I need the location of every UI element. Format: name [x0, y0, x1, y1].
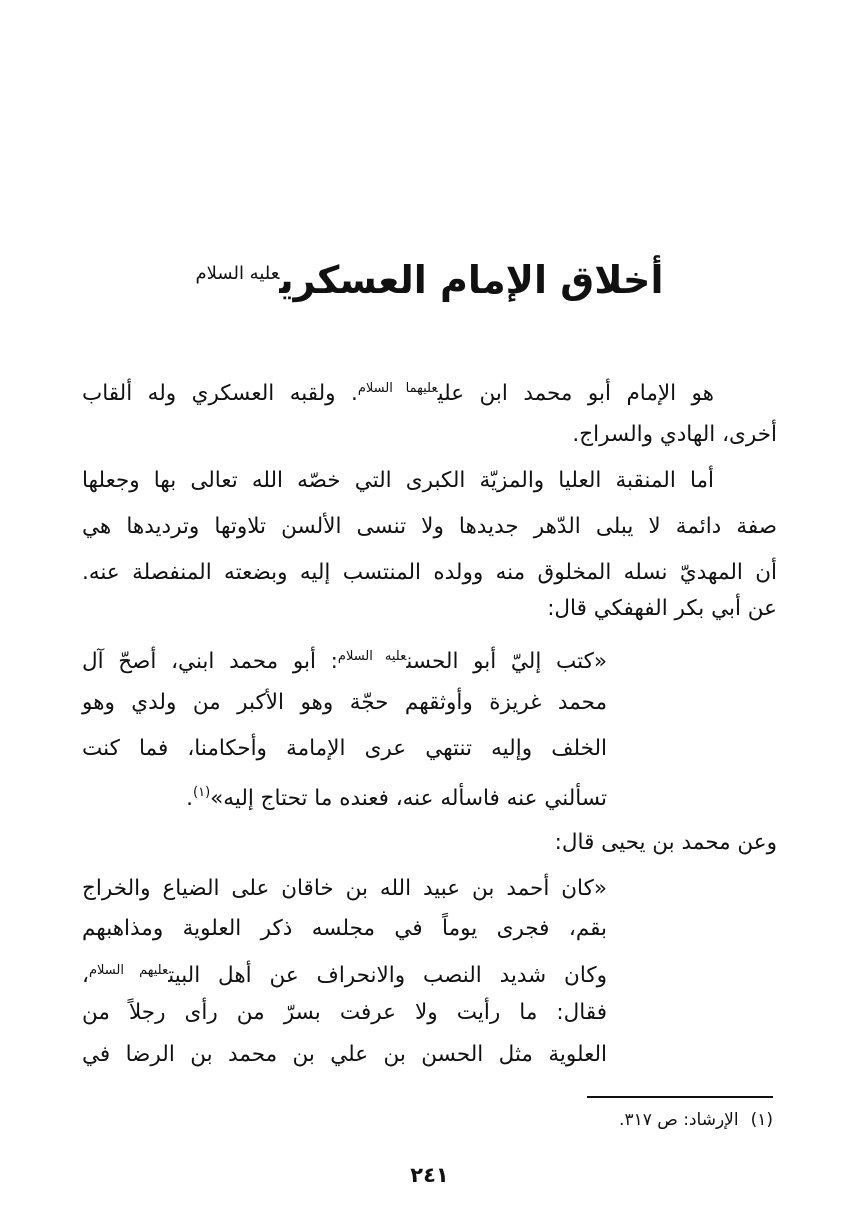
text-segment: «كتب إليّ أبو الحسن [406, 649, 607, 674]
text-segment: وكان شديد النصب والانحراف عن أهل البيت [168, 963, 607, 988]
page-number: ٢٤١ [410, 1163, 449, 1187]
honorific-glyph: عليهما السلام [357, 381, 438, 396]
quote-line: محمد غريزة وأوثقهم حجّة وهو الأكبر من ولدي وهو [82, 690, 607, 715]
text-line: أخرى، الهادي والسراج. [572, 422, 777, 447]
quote-line [82, 634, 607, 685]
quote-line: فقال: ما رأيت ولا عرفت بسرّ من رأى رجلاً من [82, 1000, 607, 1025]
text-segment: ، [82, 963, 89, 988]
quote-line: العلوية مثل الحسن بن علي بن محمد بن الرضا في [82, 1042, 607, 1067]
text-line [82, 366, 714, 417]
text-segment: هو الإمام أبو محمد ابن علي [437, 381, 714, 406]
footnote-text: الإرشاد: ص ٣١٧. [619, 1110, 739, 1130]
quote-line [82, 770, 607, 822]
honorific-glyph: عليهم السلام [88, 963, 169, 978]
honorific-glyph: عليه السلام [337, 649, 407, 664]
text-line: أما المنقبة العليا والمزيّة الكبرى التي خصّه الله تعالى بها وجعلها [82, 468, 714, 493]
quote-line: «كان أحمد بن عبيد الله بن خاقان على الضياع والخراج [82, 876, 607, 901]
footnote [619, 1106, 773, 1134]
footnote-number: (١) [750, 1110, 773, 1130]
chapter-title [0, 246, 859, 308]
text-segment: . ولقبه العسكري وله ألقاب [82, 381, 358, 406]
quote-line: الخلف وإليه تنتهي عرى الإمامة وأحكامنا، فما كنت [82, 736, 607, 761]
footnote-divider [587, 1096, 773, 1098]
text-segment: تسألني عنه فاسأله عنه، فعنده ما تحتاج إليه» [210, 786, 607, 811]
text-line: عن أبي بكر الفهفكي قال: [547, 596, 777, 621]
text-line: صفة دائمة لا يبلى الدّهر جديدها ولا تنسى الألسن تلاوتها وترديدها هي [82, 514, 777, 539]
text-segment: . [186, 786, 194, 811]
honorific-glyph: عليه السلام [195, 263, 280, 284]
chapter-title-text: أخلاق الإمام العسكري [279, 258, 664, 302]
text-segment: : أبو محمد ابني، أصحّ آل [82, 649, 338, 674]
footnote-ref: (١) [193, 785, 211, 800]
text-line: وعن محمد بن يحيى قال: [554, 830, 777, 855]
text-line: أن المهديّ نسله المخلوق منه وولده المنتسب إليه وبضعته المنفصلة عنه. [82, 560, 777, 585]
quote-line: بقم، فجرى يوماً في مجلسه ذكر العلوية ومذاهبهم [82, 916, 607, 941]
